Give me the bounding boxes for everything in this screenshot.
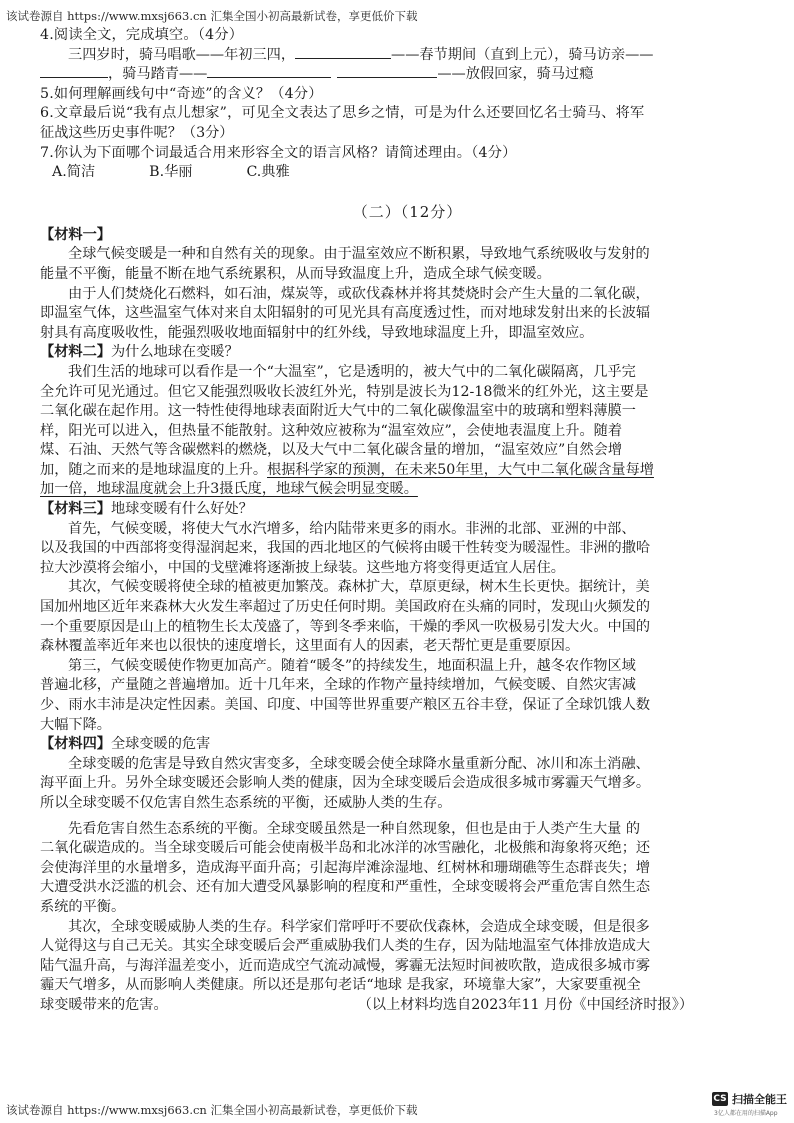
paragraph-line: 全球气候变暖是一种和自然有关的现象。由于温室效应不断积累，导致地气系统吸收与发射的 bbox=[68, 246, 650, 263]
paragraph-line: 大幅下降。 bbox=[40, 716, 111, 733]
paragraph-line: 少、雨水丰沛是决定性因素。美国、印度、中国等世界重要产粮区五谷丰登，保证了全球饥饿人数 bbox=[40, 697, 651, 713]
fill-blank[interactable] bbox=[40, 65, 108, 78]
scanner-logo bbox=[712, 1090, 792, 1120]
paragraph-line: 大遭受洪水泛滥的机会、还有加大遭受风暴影响的程度和严重性，全球变暖将会严重危害自然生态 bbox=[40, 879, 651, 896]
fill-blank[interactable] bbox=[295, 46, 391, 59]
underlined-sentence: 根据科学家的预测，在未来50年里，大气中二氧化碳含量每增 bbox=[267, 461, 654, 478]
paragraph-line: 二氧化碳造成的。当全球变暖后可能会使南极半岛和北冰洋的冰雪融化，北极熊和海象将灭绝；还 bbox=[40, 840, 651, 857]
paragraph-line: 以及我国的中西部将变得湿润起来，我国的西北地区的气候将由暖干性转变为暖湿性。非洲的撒哈 bbox=[40, 540, 651, 557]
option-c[interactable]: C.典雅 bbox=[246, 164, 290, 181]
page-footer: 该试卷源自 https://www.mxsj663.cn 汇集全国小初高最新试卷，享更低价下载 bbox=[6, 1103, 418, 1117]
exam-page bbox=[40, 26, 775, 1016]
paragraph-line: 一个重要原因是山上的植物生长太茂盛了，等到冬季来临，干燥的季风一吹极易引发大火。中国的 bbox=[40, 618, 651, 635]
page-header: 该试卷源自 https://www.mxsj663.cn 汇集全国小初高最新试卷，享更低价下载 bbox=[6, 9, 418, 23]
paragraph-line: 国加州地区近年来森林大火发生率超过了历史任何时期。美国政府在头痛的同时，发现山火频发的 bbox=[40, 599, 651, 616]
paragraph-line: 我们生活的地球可以看作是一个“大温室”，它是透明的，被大气中的二氧化碳隔离，几乎完 bbox=[68, 363, 636, 380]
paragraph-line: 球变暖带来的危害。 （以上材料均选自2023年11 月份《中国经济时报》） bbox=[40, 996, 694, 1013]
question-4-fill-line-2: ，骑马踏青—— ——放假回家，骑马过瘾 bbox=[40, 65, 775, 85]
paragraph-line: 能量不平衡，能量不断在地气系统累积，从而导致温度上升，造成全球气候变暖。 bbox=[40, 265, 551, 282]
cs-logo-icon: CS bbox=[713, 1094, 727, 1104]
paragraph-line: 系统的平衡。 bbox=[40, 898, 126, 915]
paragraph-line: 加，随之而来的是地球温度的上升。根据科学家的预测，在未来50年里，大气中二氧化碳含量每增 bbox=[40, 461, 654, 478]
paragraph-line: 所以全球变暖不仅危害自然生态系统的平衡，还威胁人类的生存。 bbox=[40, 794, 452, 811]
paragraph-line: 由于人们焚烧化石燃料，如石油，煤炭等，或砍伐森林并将其焚烧时会产生大量的二氧化碳， bbox=[68, 285, 650, 302]
question-4: 4.阅读全文，完成填空。（4分） bbox=[40, 27, 244, 43]
paragraph-line: 第三，气候变暖使作物更加高产。随着“暖冬”的持续发生，地面积温上升，越冬农作物区域 bbox=[68, 657, 636, 674]
paragraph-line: 样，阳光可以进入，但热量不能散射。这种效应被称为“温室效应”，会使地表温度上升。随着 bbox=[40, 422, 623, 439]
question-5: 5.如何理解画线句中“奇迹”的含义？（4分） bbox=[40, 85, 323, 102]
paragraph-line: 即温室气体，这些温室气体对来自太阳辐射的可见光具有高度透过性，而对地球发射出来的长波辐 bbox=[40, 305, 651, 322]
question-7: 7.你认为下面哪个词最适合用来形容全文的语言风格？请简述理由。（4分） bbox=[40, 144, 517, 161]
paragraph-line: 人觉得这与自己无关。其实全球变暖后会严重威胁我们人类的生存，因为陆地温室气体排放造成大 bbox=[40, 938, 651, 955]
material-1-heading: 【材料一】 bbox=[40, 226, 111, 243]
paragraph-line: 先看危害自然生态系统的平衡。全球变暖虽然是一种自然现象，但也是由于人类产生大量 的 bbox=[68, 820, 641, 837]
source-citation: （以上材料均选自2023年11 月份《中国经济时报》） bbox=[357, 996, 694, 1013]
paragraph-line: 其次，气候变暖将使全球的植被更加繁茂。森林扩大，草原更绿，树木生长更快。据统计，美 bbox=[68, 579, 650, 596]
question-7-options bbox=[40, 163, 775, 183]
paragraph-line: 森林覆盖率近年来也以很快的速度增长，这里面有人的因素，老天帮忙更是重要原因。 bbox=[40, 638, 580, 655]
fill-blank[interactable] bbox=[207, 65, 331, 78]
paragraph-line: 拉大沙漠将会缩小，中国的戈壁滩将逐渐披上绿装。这些地方将变得更适宜人居住。 bbox=[40, 559, 565, 576]
paragraph-line: 会使海洋里的水量增多，造成海平面升高；引起海岸滩涂湿地、红树林和珊瑚礁等生态群丧失；增 bbox=[40, 859, 651, 876]
underlined-sentence: 加一倍，地球温度就会上升3摄氏度，地球气候会明显变暖。 bbox=[40, 481, 418, 498]
option-b[interactable]: B.华丽 bbox=[149, 164, 193, 181]
paragraph-line: 全球变暖的危害是导致自然灾害变多，全球变暖会使全球降水量重新分配、冰川和冻土消融、 bbox=[68, 755, 650, 772]
paragraph-line: 首先，气候变暖，将使大气水汽增多，给内陆带来更多的雨水。非洲的北部、亚洲的中部、 bbox=[68, 520, 636, 537]
fill-blank[interactable] bbox=[337, 65, 437, 78]
paragraph-line: 煤、石油、天然气等含碳燃料的燃烧，以及大气中二氧化碳含量的增加，“温室效应”自然会增 bbox=[40, 442, 623, 459]
section-two-title: （二）（12分） bbox=[352, 202, 463, 221]
scanner-logo-tagline: 3亿人都在用的扫描App bbox=[714, 1110, 778, 1117]
paragraph-line: 全允许可见光通过。但它又能强烈吸收长波红外光，特别是波长为12-18微米的红外光，这主要是 bbox=[40, 383, 649, 400]
paragraph-line: 其次，全球变暖威胁人类的生存。科学家们常呼吁不要砍伐森林，会造成全球变暖，但是很多 bbox=[68, 918, 650, 935]
question-4-fill-line-1: 三四岁时，骑马唱歌——年初三四， ——春节期间（直到上元），骑马访亲—— bbox=[68, 46, 654, 63]
material-4-heading: 【材料四】全球变暖的危害 bbox=[40, 736, 211, 753]
paragraph-line: 二氧化碳在起作用。这一特性使得地球表面附近大气中的二氧化碳像温室中的玻璃和塑料薄膜一 bbox=[40, 403, 636, 420]
question-6-line-2: 征战这些历史事件呢？（3分） bbox=[40, 124, 234, 141]
paragraph-line: 霾天气增多，从而影响人类健康。所以还是那句老话“地球 是我家，环境靠大家”，大家要重视全 bbox=[40, 977, 641, 994]
paragraph-line: 陆气温升高，与海洋温差变小，近而造成空气流动减慢，雾霾无法短时间被吹散，造成很多城市雾 bbox=[40, 957, 651, 974]
paragraph-line: 射具有高度吸收性，能强烈吸收地面辐射中的红外线，导致地球温度上升，即温室效应。 bbox=[40, 324, 594, 341]
scanner-logo-name: 扫描全能王 bbox=[732, 1093, 787, 1106]
material-3-heading: 【材料三】地球变暖有什么好处？ bbox=[40, 501, 253, 518]
paragraph-line: 海平面上升。另外全球变暖还会影响人类的健康，因为全球变暖后会造成很多城市雾霾天气增多。 bbox=[40, 775, 651, 792]
material-2-heading: 【材料二】为什么地球在变暖？ bbox=[40, 344, 239, 361]
option-a[interactable]: A.简洁 bbox=[52, 164, 96, 181]
paragraph-line: 普遍北移，产量随之普遍增加。近十几年来，全球的作物产量持续增加，气候变暖、自然灾害减 bbox=[40, 677, 636, 694]
question-6-line-1: 6.文章最后说“我有点儿想家”，可见全文表达了思乡之情，可是为什么还要回忆名士骑马、将军 bbox=[40, 105, 645, 122]
